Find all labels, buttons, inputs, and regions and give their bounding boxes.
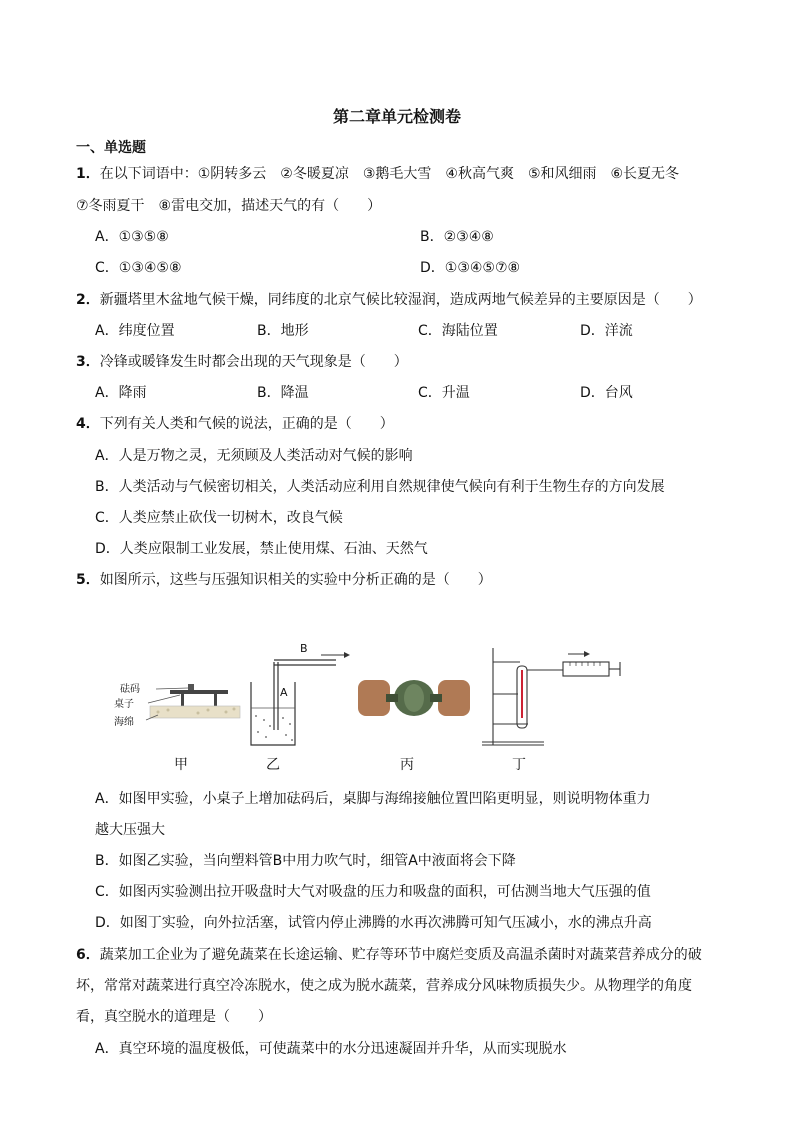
question-4-number: 4． (76, 416, 100, 432)
question-1-number: 1． (76, 166, 100, 182)
question-4-stem (76, 414, 394, 434)
figure-caption-jia: 甲 (174, 757, 188, 773)
question-1-option-c: C．①③④⑤⑧ (95, 260, 182, 276)
figure-caption-ding: 丁 (512, 757, 526, 773)
figure-jia-table-sponge (146, 684, 240, 720)
question-3-option-d: D．台风 (580, 385, 633, 401)
figure-caption-yi: 乙 (266, 757, 280, 773)
question-6-number: 6． (76, 947, 100, 963)
question-6-stem-line2: 坏，常常对蔬菜进行真空冷冻脱水，使之成为脱水蔬菜，营养成分风味物质损失少。从物理学的角度 (76, 978, 692, 994)
figure-ding-stand-syringe (482, 648, 620, 745)
question-1-option-d: D．①③④⑤⑦⑧ (420, 260, 521, 276)
question-1-stem (76, 164, 679, 184)
page-title: 第二章单元检测卷 (332, 107, 461, 126)
figure-label-tube-b: B (300, 642, 308, 655)
question-4-option-d: D．人类应限制工业发展，禁止使用煤、石油、天然气 (95, 541, 428, 557)
question-5-option-a: A．如图甲实验，小桌子上增加砝码后，桌脚与海绵接触位置凹陷更明显，则说明物体重力 (95, 791, 651, 807)
question-1-option-b: B．②③④⑧ (420, 229, 494, 245)
question-3-number: 3． (76, 354, 100, 370)
question-2-number: 2． (76, 292, 100, 308)
section-heading: 一、单选题 (76, 140, 146, 156)
question-5-option-d: D．如图丁实验，向外拉活塞，试管内停止沸腾的水再次沸腾可知气压减小，水的沸点升高 (95, 915, 652, 931)
question-6-text: 蔬菜加工企业为了避免蔬菜在长途运输、贮存等环节中腐烂变质及高温杀菌时对蔬菜营养成分的破 (99, 947, 702, 963)
question-2-text: 新疆塔里木盆地气候干燥，同纬度的北京气候比较湿润，造成两地气候差异的主要原因是（ ） (99, 292, 702, 308)
question-5-number: 5． (76, 572, 100, 588)
question-4-option-a: A．人是万物之灵，无须顾及人类活动对气候的影响 (95, 448, 413, 464)
figure-bing-suction-cups (358, 680, 470, 716)
figure-label-table: 桌子 (114, 699, 134, 710)
figure-caption-bing: 丙 (400, 757, 414, 773)
question-4-text: 下列有关人类和气候的说法，正确的是（ ） (99, 416, 394, 432)
question-6-stem (76, 945, 702, 965)
question-5-option-c: C．如图丙实验测出拉开吸盘时大气对吸盘的压力和吸盘的面积，可估测当地大气压强的值 (95, 884, 651, 900)
figure-yi-beaker-tubes (251, 652, 350, 745)
question-3-stem (76, 352, 408, 372)
question-5-stem (76, 570, 492, 590)
question-3-text: 冷锋或暖锋发生时都会出现的天气现象是（ ） (99, 354, 408, 370)
question-2-option-c: C．海陆位置 (418, 323, 498, 339)
question-4-option-c: C．人类应禁止砍伐一切树木，改良气候 (95, 510, 343, 526)
question-4-option-b: B．人类活动与气候密切相关，人类活动应利用自然规律使气候向有利于生物生存的方向发展 (95, 479, 665, 495)
question-1-text: 在以下词语中：①阴转多云 ②冬暖夏凉 ③鹅毛大雪 ④秋高气爽 ⑤和风细雨 ⑥长夏无冬 (99, 166, 680, 182)
question-2-stem (76, 290, 702, 310)
question-2-option-a: A．纬度位置 (95, 323, 175, 339)
question-5-option-a-line2: 越大压强大 (95, 822, 165, 838)
figure-label-tube-a: A (280, 686, 288, 699)
question-3-option-c: C．升温 (418, 385, 470, 401)
question-5-figure (108, 640, 628, 775)
figure-label-sponge: 海绵 (114, 717, 134, 728)
question-3-option-b: B．降温 (257, 385, 309, 401)
question-1-stem-line2: ⑦冬雨夏干 ⑧雷电交加，描述天气的有（ ） (76, 198, 382, 214)
question-5-option-b: B．如图乙实验，当向塑料管B中用力吹气时，细管A中液面将会下降 (95, 853, 516, 869)
question-6-stem-line3: 看，真空脱水的道理是（ ） (76, 1009, 272, 1025)
question-6-option-a: A．真空环境的温度极低，可使蔬菜中的水分迅速凝固并升华，从而实现脱水 (95, 1041, 567, 1057)
question-2-option-b: B．地形 (257, 323, 309, 339)
question-1-option-a: A．①③⑤⑧ (95, 229, 169, 245)
question-5-text: 如图所示，这些与压强知识相关的实验中分析正确的是（ ） (99, 572, 492, 588)
question-3-option-a: A．降雨 (95, 385, 147, 401)
question-2-option-d: D．洋流 (580, 323, 633, 339)
figure-label-weight: 砝码 (120, 684, 140, 695)
